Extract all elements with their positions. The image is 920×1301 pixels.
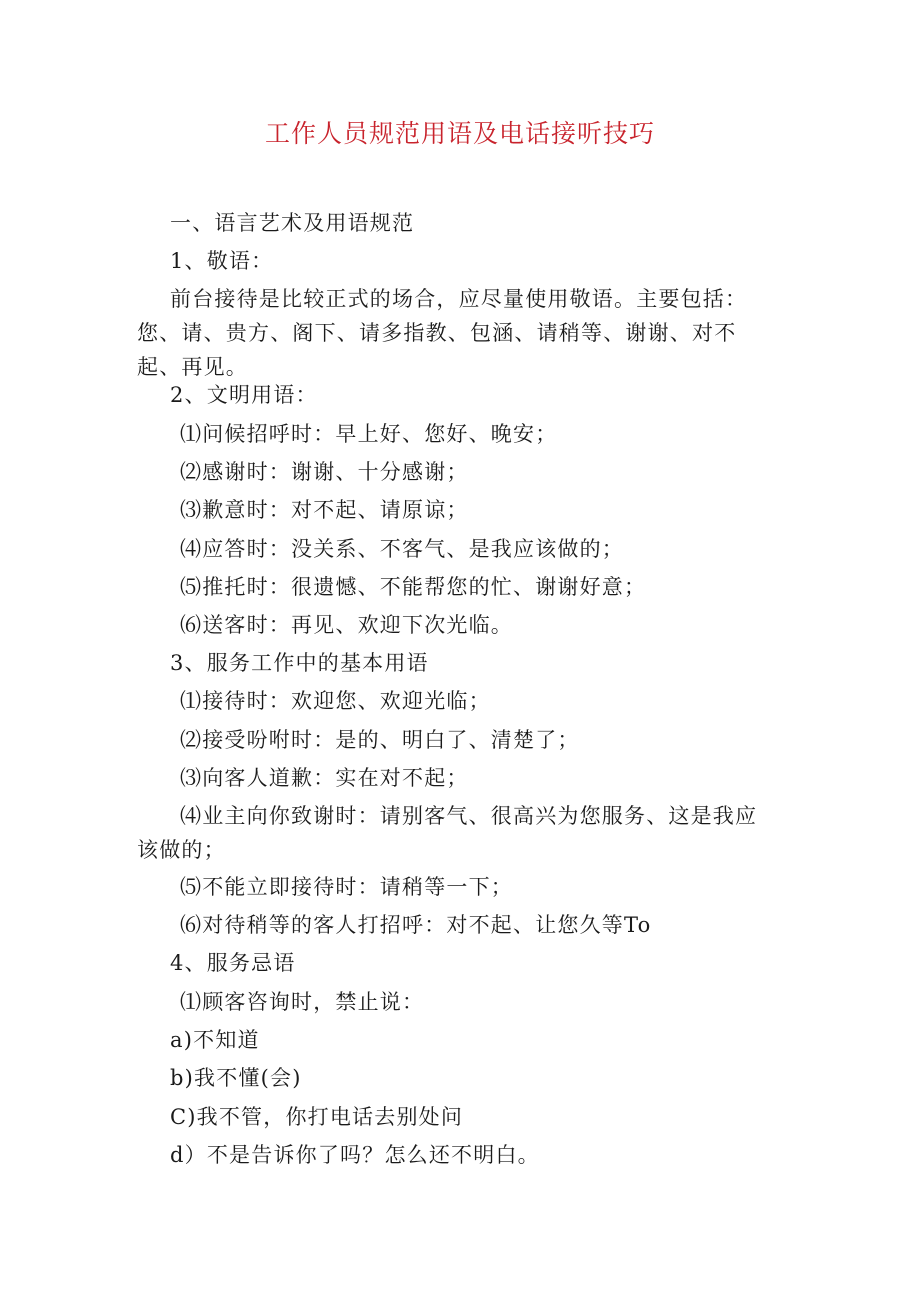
list-item: ⑷业主向你致谢时：请别客气、很高兴为您服务、这是我应该做的； <box>137 804 758 862</box>
list-item: ⑴接待时：欢迎您、欢迎光临； <box>180 689 491 713</box>
document-title: 工作人员规范用语及电话接听技巧 <box>264 119 655 148</box>
list-item: C)我不管，你打电话去别处问 <box>170 1105 464 1129</box>
list-item: ⑸不能立即接待时：请稍等一下； <box>180 875 513 899</box>
item-heading-honorifics: 1、敬语： <box>170 249 274 273</box>
list-item: ⑶向客人道歉：实在对不起； <box>180 766 469 790</box>
list-item: ⑸推托时：很遗憾、不能帮您的忙、谢谢好意； <box>180 575 647 599</box>
item-heading-taboo-phrases: 4、服务忌语 <box>170 951 296 975</box>
item-heading-civil-phrases: 2、文明用语： <box>170 383 318 407</box>
item-heading-basic-phrases: 3、服务工作中的基本用语 <box>170 651 429 675</box>
list-item: ⑵接受吩咐时：是的、明白了、清楚了； <box>180 728 580 752</box>
list-item: ⑹送客时：再见、欢迎下次光临。 <box>180 613 513 637</box>
section-heading: 一、语言艺术及用语规范 <box>170 211 415 235</box>
list-item: ⑵感谢时：谢谢、十分感谢； <box>180 460 469 484</box>
list-item: a)不知道 <box>170 1028 260 1052</box>
list-item: b)我不懂(会) <box>170 1066 302 1090</box>
list-item: ⑴顾客咨询时，禁止说： <box>180 990 425 1014</box>
list-item: ⑴问候招呼时：早上好、您好、晚安； <box>180 422 558 446</box>
list-item: ⑷应答时：没关系、不客气、是我应该做的； <box>180 537 624 561</box>
honorifics-paragraph: 前台接待是比较正式的场合，应尽量使用敬语。主要包括：您、请、贵方、阁下、请多指教、包涵、请稍等、谢谢、对不起、再见。 <box>137 287 748 379</box>
list-item: d）不是告诉你了吗？怎么还不明白。 <box>170 1143 540 1167</box>
list-item: ⑹对待稍等的客人打招呼：对不起、让您久等To <box>180 913 652 937</box>
list-item: ⑶歉意时：对不起、请原谅； <box>180 498 469 522</box>
